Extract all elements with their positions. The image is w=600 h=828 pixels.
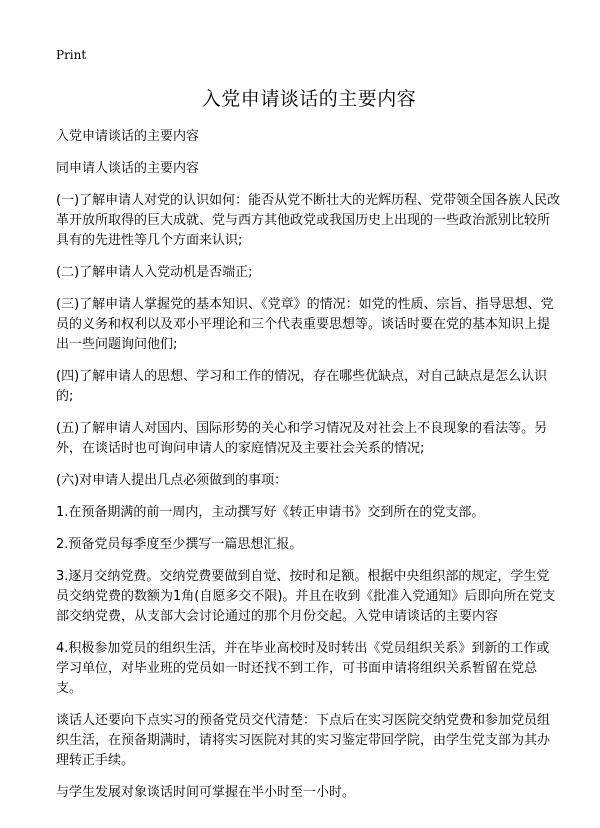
article-body (56, 127, 562, 803)
list-item: 4.积极参加党员的组织生活，并在毕业高校时及时转出《党员组织关系》到新的工作或学习单位，对毕业班的党员如一时还找不到工作，可书面申请将组织关系暂留在党总支。 (56, 641, 550, 696)
list-item: 3.逐月交纳党费。交纳党费要做到自觉、按时和足额。根据中央组织部的规定，学生党员交纳党费的数额为1角(自愿多交不限)。并且在收到《批准入党通知》后即向所在党支部交纳党费，从支部大会讨论通过的那个月份交起。入党申请谈话的主要内容 (56, 569, 556, 624)
paragraph: (一)了解申请人对党的认识如何：能否从党不断壮大的光辉历程、党带领全国各族人民改革开放所取得的巨大成就、党与西方其他政党或我国历史上出现的一些政治派别比较所具有的先进性等几个方面来认识; (56, 193, 561, 248)
paragraph: (二)了解申请人入党动机是否端正; (56, 265, 253, 280)
paragraph: 谈话人还要向下点实习的预备党员交代清楚：下点后在实习医院交纳党费和参加党员组织生活，在预备期满时，请将实习医院对其的实习鉴定带回学院，由学生党支部为其办理转正手续。 (56, 713, 551, 768)
paragraph: 与学生发展对象谈话时间可掌握在半小时至一小时。 (56, 785, 356, 800)
list-item: 2.预备党员每季度至少撰写一篇思想汇报。 (56, 537, 303, 552)
paragraph: (三)了解申请人掌握党的基本知识、《党章》的情况：如党的性质、宗旨、指导思想、党员的义务和权利以及邓小平理论和三个代表重要思想等。谈话时要在党的基本知识上提出一些问题询问他们; (56, 297, 554, 352)
print-link[interactable]: Print (56, 48, 87, 62)
paragraph: (四)了解申请人的思想、学习和工作的情况，存在哪些优缺点，对自己缺点是怎么认识的; (56, 369, 548, 404)
paragraph: 同申请人谈话的主要内容 (56, 161, 200, 176)
list-item: 1.在预备期满的前一周内，主动撰写好《转正申请书》交到所在的党支部。 (56, 505, 485, 520)
paragraph: (五)了解申请人对国内、国际形势的关心和学习情况及对社会上不良现象的看法等。另外，在谈话时也可询问申请人的家庭情况及主要社会关系的情况; (56, 421, 548, 456)
paragraph: (六)对申请人提出几点必须做到的事项： (56, 473, 288, 488)
page-title: 入党申请谈话的主要内容 (201, 88, 417, 110)
paragraph: 入党申请谈话的主要内容 (56, 129, 200, 144)
